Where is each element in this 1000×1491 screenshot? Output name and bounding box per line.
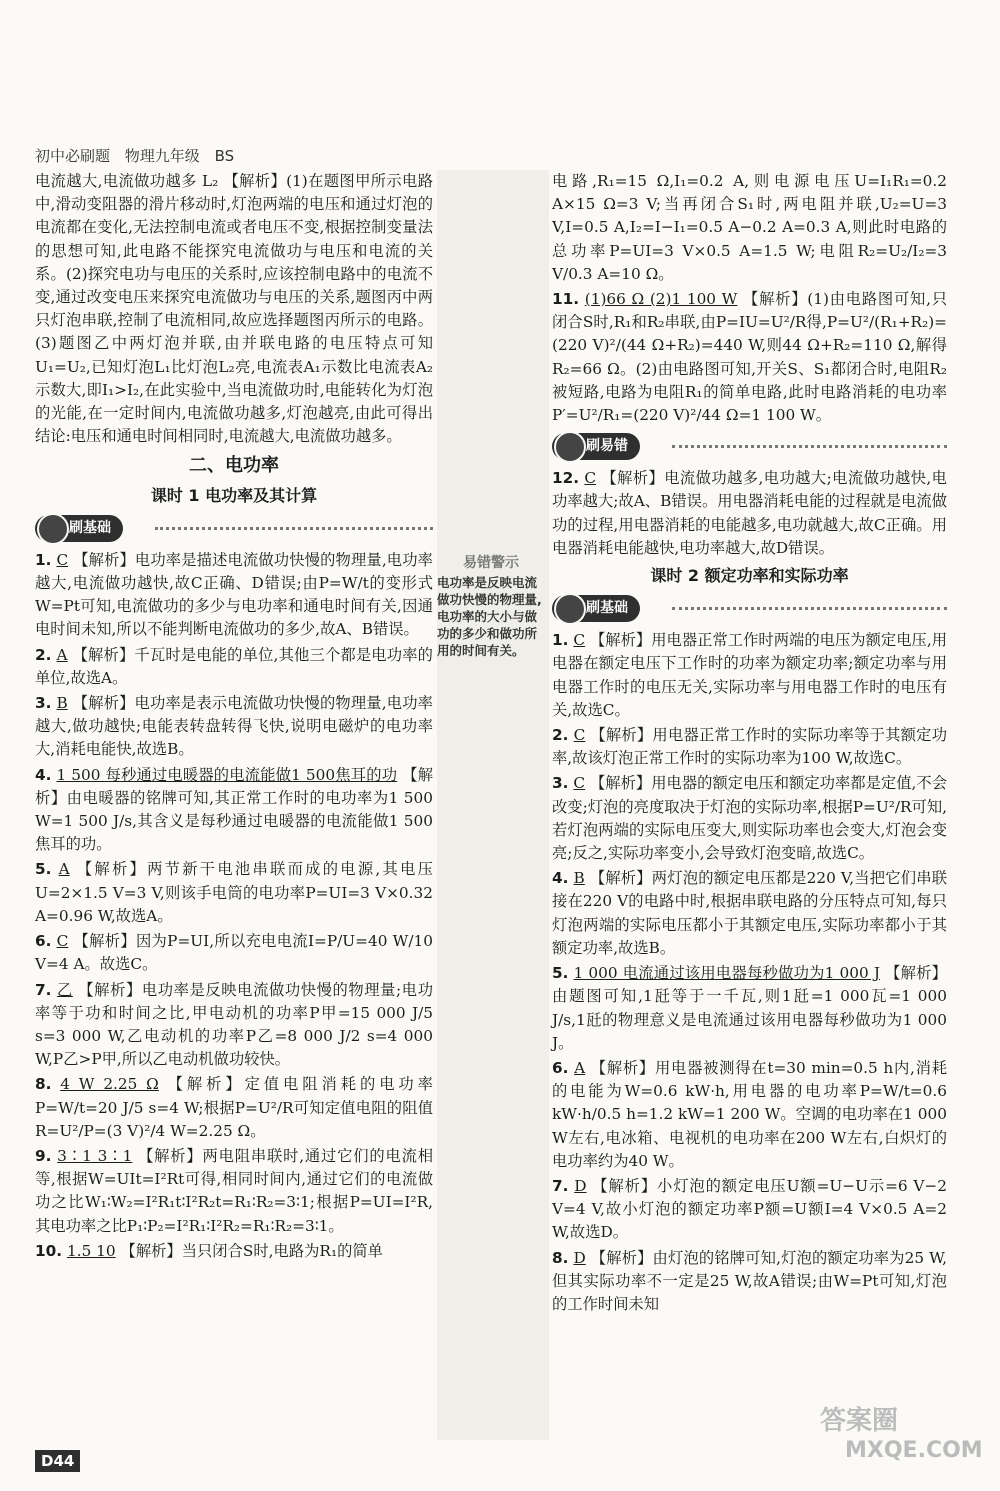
answer-item	[552, 1247, 947, 1317]
answer-ans: C	[56, 550, 69, 569]
answer-text: 【解析】定值电阻消耗的电功率P=W/t=20 J/5 s=4 W;根据P=U²/R可知定值电阻的阻值R=U²/P=(3 V)²/4 W=2.25 Ω。	[35, 1075, 433, 1140]
watermark-url: MXQE.COM	[845, 1438, 983, 1463]
answer-num: 7.	[35, 980, 52, 999]
answer-item	[35, 858, 433, 928]
answer-text: 【解析】电功率是表示电流做功快慢的物理量,电功率越大,做功越快;电能表转盘转得飞快,说明电磁炉的电功率大,消耗电能快,故选B。	[35, 694, 433, 759]
answer-text: 【解析】用电器正常工作时两端的电压为额定电压,用电器在额定电压下工作时的功率为额定功率;额定功率与用电器工作时的电压无关,实际功率与用电器工作时的电压有关,故选C。	[552, 631, 947, 719]
book-title: 初中必刷题	[35, 147, 111, 165]
answer-ans: B	[56, 694, 68, 713]
answer-num: 1.	[35, 550, 52, 569]
answer-item	[552, 1175, 947, 1245]
answer-num: 6.	[552, 1058, 569, 1077]
page-header	[35, 145, 244, 166]
basic-banner	[552, 593, 947, 623]
answer-num: 3.	[35, 694, 52, 713]
item10-continued: 电路,R₁=15 Ω,I₁=0.2 A,则电源电压U=I₁R₁=0.2 A×15 Ω=3 V;当再闭合S₁时,两电阻并联,U₂=U=3 V,I=0.5 A,I₂=I−I₁=0.5 A−0.2 A=0.3 A,则此时电路的总功率P=UI=3 V×0.5 A=1.5 W;电阻R₂=U₂/I₂=3 V/0.3 A=10 Ω。	[552, 172, 947, 283]
answer-num: 5.	[552, 964, 569, 983]
answer-text: 【解析】用电器的额定电压和额定功率都是定值,不会改变;灯泡的亮度取决于灯泡的实际功率,根据P=U²/R可知,若灯泡两端的实际电压变大,则实际功率也会变大,灯泡会变亮;反之,实际功率变小,会导致灯泡变暗,故选C。	[552, 774, 947, 863]
section-title: 二、电功率	[189, 455, 279, 477]
answer-ans: 4 W 2.25 Ω	[60, 1075, 159, 1094]
answer-num: 6.	[35, 932, 52, 951]
answer-ans: D	[574, 1176, 587, 1195]
answer-text: 【解析】两电阻串联时,通过它们的电流相等,根据W=UIt=I²Rt可得,相同时间内,通过它们的电流做功之比W₁∶W₂=I²R₁t∶I²R₂t=R₁∶R₂=3∶1;根据P=UI=I²R,其电功率之比P₁∶P₂=I²R₁∶I²R₂=R₁∶R₂=3∶1。	[35, 1146, 433, 1235]
error-banner	[552, 431, 947, 461]
intro-paragraph: 电流越大,电流做功越多 L₂ 【解析】(1)在题图甲所示电路中,滑动变阻器的滑片移动时,灯泡两端的电压和通过灯泡的电流都在变化,无法控制电流或者电压不变,根据控制变量法的思想可知,此电路不能探究电流做功与电压和电流的关系。(2)探究电功与电压的关系时,应该控制电路中的电流不变,通过改变电压来探究电流做功与电压的关系,题图丙中两只灯泡串联,控制了电流相同,故应选择题图丙所示的电路。(3)题图乙中两灯泡并联,由并联电路的电压特点可知U₁=U₂,已知灯泡L₁比灯泡L₂亮,电流表A₁示数比电流表A₂示数大,即I₁>I₂,在此实验中,当电流做功时,电能转化为灯泡的光能,在一定时间内,电流做功越多,灯泡越亮,由此可得出结论:电压和通电时间相同时,电流越大,电流做功越多。	[35, 172, 433, 446]
answer-ans: 乙	[56, 980, 73, 999]
answer-item	[552, 629, 947, 722]
answer-text: 【解析】由题图可知,1瓩等于一千瓦,则1瓩=1 000瓦=1 000 J/s,1瓩的物理意义是电流通过该用电器每秒做功为1 000 J。	[552, 964, 947, 1052]
answer-text: 【解析】因为P=UI,所以充电电流I=P/U=40 W/10 V=4 A。故选C。	[35, 932, 433, 974]
answer-num: 1.	[552, 631, 569, 650]
edition-label: BS	[214, 147, 235, 165]
banner-label: 刷基础	[552, 595, 640, 622]
answer-ans: 1 000 电流通过该用电器每秒做功为1 000 J	[573, 964, 880, 983]
answer-num: 2.	[35, 645, 52, 664]
answer-text: 【解析】由电暖器的铭牌可知,其正常工作时的电功率为1 500 W=1 500 J/s,其含义是每秒通过电暖器的电流能做1 500焦耳的功。	[35, 765, 433, 854]
banner-label: 刷基础	[35, 515, 123, 542]
answer-list	[35, 549, 433, 1263]
margin-column	[437, 170, 549, 1440]
answer-text: 【解析】用电器被测得在t=30 min=0.5 h内,消耗的电能为W=0.6 kW·h,用电器的电功率P=W/t=0.6 kW·h/0.5 h=1.2 kW=1 200 W。空调的电功率在1 000 W左右,电冰箱、电视机的电功率在200 W左右,白炽灯的电功率约为40 W。	[552, 1058, 947, 1170]
answer-num: 9.	[35, 1146, 52, 1165]
watermark-logo: 答案圈	[820, 1406, 899, 1436]
answer-num: 8.	[552, 1248, 569, 1267]
answer-ans: D	[573, 1248, 586, 1267]
answer-item	[35, 1240, 433, 1263]
answer-item	[552, 867, 947, 960]
answer-item	[35, 644, 433, 690]
answer-ans: 1.5 10	[66, 1241, 116, 1260]
subject-title: 物理九年级	[124, 147, 200, 165]
answer-num: 4.	[35, 765, 52, 784]
answer-ans: C	[573, 774, 586, 793]
answer-ans: 3∶1 3∶1	[57, 1146, 133, 1165]
answer-text: 【解析】电功率是反映电流做功快慢的物理量;电功率等于功和时间之比,甲电动机的功率P甲=15 000 J/5 s=3 000 W,乙电动机的功率P乙=8 000 J/2 s=4 000 W,P乙>P甲,所以乙电动机做功较快。	[35, 980, 433, 1069]
answer-ans: C	[56, 932, 69, 951]
answer-ans: A	[574, 1058, 586, 1077]
answer-ans: 1 500 每秒通过电暖器的电流能做1 500焦耳的功	[56, 765, 398, 784]
banner-label: 刷易错	[552, 433, 640, 460]
answer-num: 5.	[35, 860, 52, 879]
answer-item	[35, 1073, 433, 1143]
answer-text: 【解析】两灯泡的额定电压都是220 V,当把它们串联接在220 V的电路中时,根据串联电路的分压特点可知,每只灯泡两端的实际电压都小于其额定电压,实际功率都小于其额定功率,故选B。	[552, 869, 948, 957]
answer-item-12: 12. C 【解析】电流做功越多,电功越大;电流做功越快,电功率越大;故A、B错误。用电器消耗电能的过程就是电流做功的过程,用电器消耗的电能越多,电功就越大,故C正确。用电器消耗电能越快,电功率越大,故D错误。	[552, 469, 947, 557]
warning-title: 易错警示	[463, 555, 519, 571]
warning-sidebox	[437, 555, 545, 659]
answer-item	[35, 764, 433, 857]
brush-icon	[554, 593, 586, 625]
right-column	[552, 170, 947, 1316]
answer-text: 【解析】用电器正常工作时的实际功率等于其额定功率,故该灯泡正常工作时的实际功率为100 W,故选C。	[552, 726, 947, 768]
basic-banner	[35, 513, 433, 543]
answer-num: 3.	[552, 774, 569, 793]
answer-text: 【解析】小灯泡的额定电压U额=U−U示=6 V−2 V=4 V,故小灯泡的额定功率P额=U额I=4 V×0.5 A=2 W,故选D。	[552, 1176, 947, 1242]
answer-text: 【解析】千瓦时是电能的单位,其他三个都是电功率的单位,故选A。	[35, 645, 433, 687]
answer-text: 【解析】由灯泡的铭牌可知,灯泡的额定功率为25 W,但其实际功率不一定是25 W,故A错误;由W=Pt可知,灯泡的工作时间未知	[552, 1248, 947, 1313]
dotted-divider	[672, 445, 947, 448]
answer-ans: B	[573, 869, 585, 888]
answer-ans: A	[56, 645, 68, 664]
answer-item	[552, 962, 947, 1055]
answer-num: 4.	[552, 869, 569, 888]
answer-num: 7.	[552, 1176, 569, 1195]
answer-item	[35, 930, 433, 976]
brush-icon	[554, 431, 586, 463]
answer-ans: C	[573, 631, 586, 650]
answer-item-11: 11. (1)66 Ω (2)1 100 W 【解析】(1)由电路图可知,只闭合S时,R₁和R₂串联,由P=IU=U²/R得,P=U²/(R₁+R₂)=(220 V)²/(44 Ω+R₂)=440 W,则44 Ω+R₂=110 Ω,解得R₂=66 Ω。(2)由电路图可知,开关S、S₁都闭合时,电阻R₂被短路,电路为电阻R₁的简单电路,此时电路消耗的电功率P′=U²/R₁=(220 V)²/44 Ω=1 100 W。	[552, 290, 948, 425]
answer-ans: A	[58, 860, 70, 879]
answer-text: 【解析】两节新干电池串联而成的电源,其电压U=2×1.5 V=3 V,则该手电筒的电功率P=UI=3 V×0.32 A=0.96 W,故选A。	[35, 860, 433, 925]
answer-item	[35, 692, 433, 762]
answer-text: 【解析】当只闭合S时,电路为R₁的简单	[120, 1241, 383, 1260]
lesson-title: 课时 2 额定功率和实际功率	[650, 566, 849, 586]
answer-item	[552, 772, 947, 865]
left-column	[35, 170, 433, 1263]
answer-item	[35, 979, 433, 1072]
answer-num: 2.	[552, 726, 569, 745]
dotted-divider	[155, 527, 433, 530]
warning-text: 电功率是反映电流做功快慢的物理量,电功率的大小与做功的多少和做功所用的时间有关。	[437, 575, 542, 658]
dotted-divider	[672, 607, 947, 610]
brush-icon	[37, 513, 69, 545]
answer-item	[552, 1057, 947, 1173]
answer-num: 8.	[35, 1075, 52, 1094]
answer-num: 10.	[35, 1241, 63, 1260]
answer-item	[35, 549, 433, 642]
lesson-title: 课时 1 电功率及其计算	[150, 485, 318, 505]
answer-item	[552, 724, 947, 770]
answer-item	[35, 1145, 433, 1238]
answer-text: 【解析】电功率是描述电流做功快慢的物理量,电功率越大,电流做功越快,故C正确、D错误;由P=W/t的变形式W=Pt可知,电流做功的多少与电功率和通电时间有关,因通电时间未知,所以不能判断电流做功的多少,故A、B错误。	[35, 550, 433, 639]
page-number: D44	[35, 1450, 80, 1472]
answer-list	[552, 629, 947, 1316]
answer-ans: C	[573, 726, 586, 745]
